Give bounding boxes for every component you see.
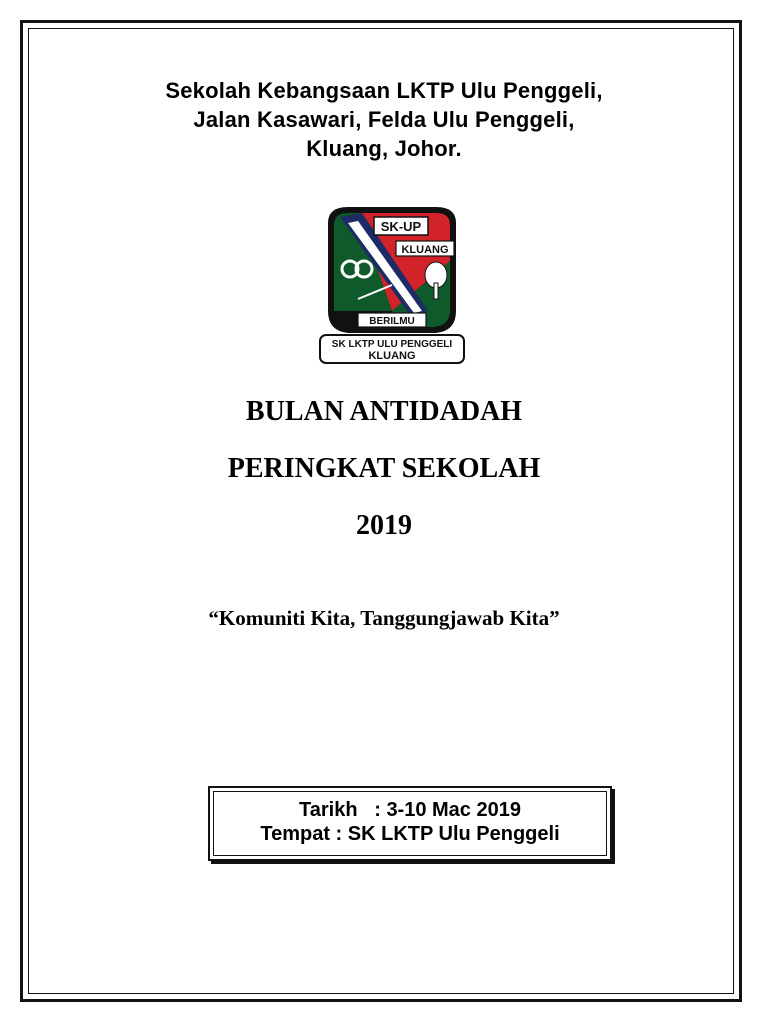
event-motto: “Komuniti Kita, Tanggungjawab Kita” — [208, 606, 560, 630]
school-crest-logo — [318, 203, 466, 365]
logo-town-label: KLUANG — [401, 244, 449, 256]
logo-top-label: SK-UP — [380, 219, 422, 234]
address-line-1: Sekolah Kebangsaan LKTP Ulu Penggeli, — [165, 78, 603, 103]
address-line-2: Jalan Kasawari, Felda Ulu Penggeli, — [193, 107, 575, 132]
school-address — [0, 76, 768, 163]
event-info-box — [208, 786, 612, 861]
event-date: Tarikh : 3-10 Mac 2019 — [299, 799, 521, 821]
event-title — [0, 395, 768, 566]
logo-base-line-1: SK LKTP ULU PENGGELI — [331, 339, 453, 350]
logo-base-line-2: KLUANG — [368, 350, 416, 362]
title-line-1: BULAN ANTIDADAH — [245, 396, 523, 427]
address-line-3: Kluang, Johor. — [306, 136, 462, 161]
title-line-2: PERINGKAT SEKOLAH — [227, 453, 541, 484]
event-info-box-inner — [213, 791, 607, 856]
event-venue: Tempat : SK LKTP Ulu Penggeli — [260, 823, 560, 845]
logo-ribbon-text: BERILMU — [369, 316, 415, 327]
title-year: 2019 — [356, 510, 412, 541]
